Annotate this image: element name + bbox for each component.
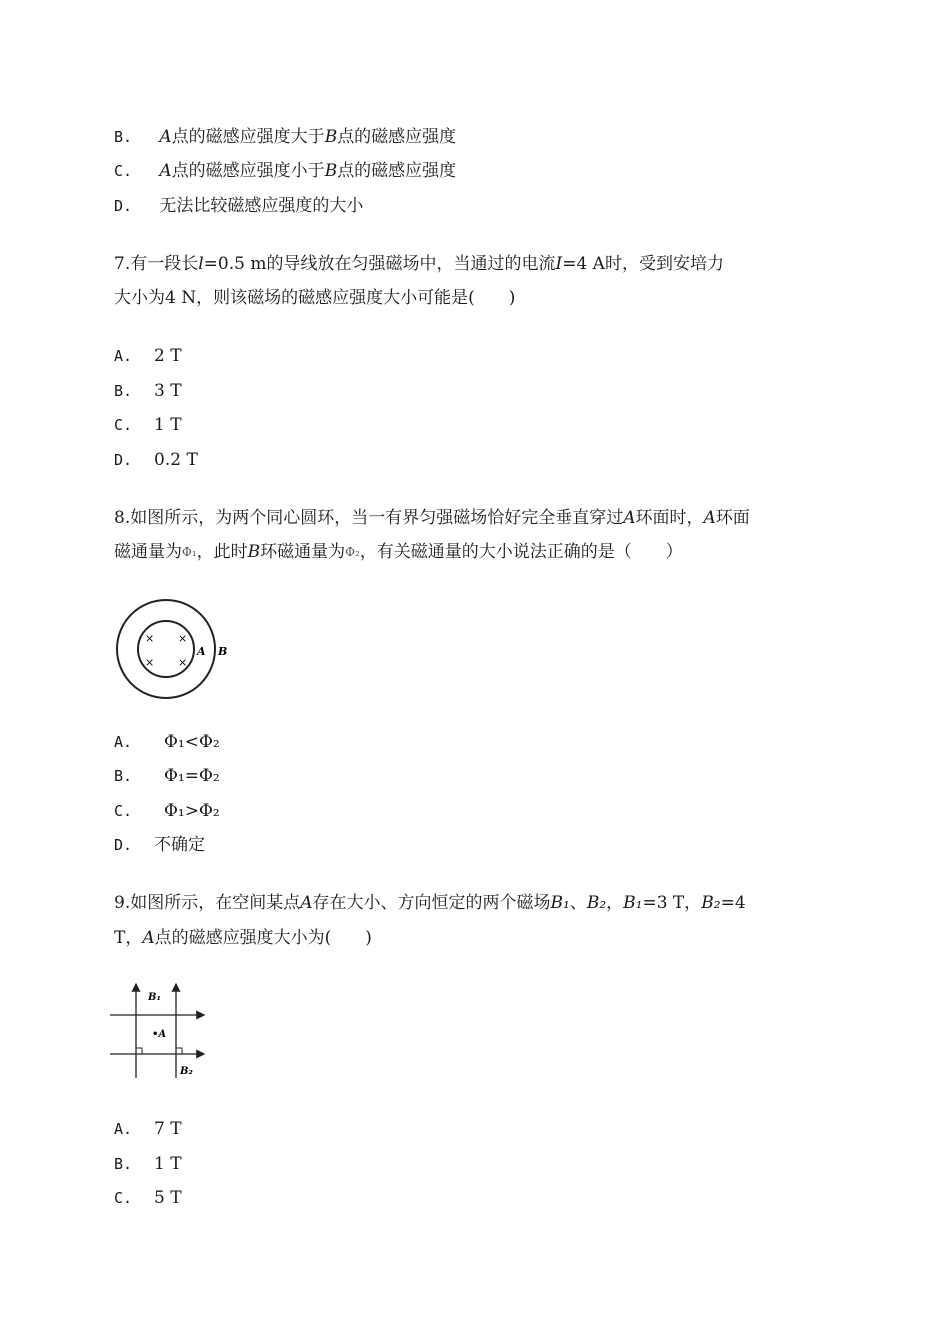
- b2-label: B₂: [180, 1066, 193, 1077]
- phi2-symbol: Φ₂: [345, 545, 360, 559]
- option-label: D.: [114, 836, 133, 854]
- field-mark: ×: [145, 632, 155, 645]
- option-label: D.: [114, 451, 133, 469]
- option-text: Φ₁<Φ₂: [164, 732, 220, 752]
- q9-stem-line2: [114, 926, 372, 950]
- stem-text: ，此时: [196, 542, 248, 562]
- option-text: 无法比较磁感应强度的大小: [159, 196, 364, 216]
- option-text: 点的磁感应强度大于: [171, 127, 325, 147]
- var-b: B: [324, 161, 338, 181]
- field-mark: ×: [178, 632, 188, 645]
- stem-text: 磁通量为: [114, 542, 182, 562]
- q8-option-b: [114, 764, 220, 788]
- var-b2: B₂: [586, 893, 607, 913]
- option-label: A.: [114, 1120, 133, 1138]
- var-b: B: [247, 542, 261, 562]
- q8-option-c: [114, 799, 220, 823]
- q8-option-d: [114, 833, 205, 857]
- var-a: A: [142, 928, 155, 948]
- option-text: 1 T: [154, 415, 182, 435]
- option-text: 7 T: [154, 1119, 182, 1139]
- q7-option-d: [114, 448, 198, 472]
- var-i: I: [555, 254, 563, 274]
- stem-text: 9.如图所示，在空间某点: [114, 893, 301, 913]
- stem-text: 环面: [715, 508, 750, 528]
- q9-stem-line1: [114, 891, 746, 915]
- var-a: A: [159, 127, 172, 147]
- option-text: 点的磁感应强度: [337, 161, 457, 181]
- option-text: 3 T: [154, 381, 182, 401]
- stem-text: ，有关磁通量的大小说法正确的是（ ）: [359, 542, 683, 562]
- var-a: A: [300, 893, 313, 913]
- right-angle-mark: [176, 1048, 182, 1054]
- b1-label: B₁: [148, 992, 161, 1003]
- field-mark: ×: [178, 656, 188, 669]
- stem-text: =0.5 m的导线放在匀强磁场中，当通过的电流: [203, 254, 556, 274]
- q7-stem-line2: 大小为4 N，则该磁场的磁感应强度大小可能是( ): [114, 288, 516, 308]
- option-label: C.: [114, 802, 133, 820]
- concentric-rings-figure: [112, 598, 242, 703]
- right-angle-mark: [136, 1048, 142, 1054]
- stem-text: =3 T，: [642, 893, 702, 913]
- var-a: A: [623, 508, 636, 528]
- q8-stem-line1: [114, 506, 750, 530]
- option-label: B.: [114, 128, 133, 146]
- var-a: A: [159, 161, 172, 181]
- var-b2: B₂: [701, 893, 721, 913]
- option-text: 5 T: [154, 1188, 182, 1208]
- option-label: C.: [114, 1189, 133, 1207]
- stem-text: 环面时，: [635, 508, 704, 528]
- q6-option-c: [114, 159, 456, 183]
- stem-text: 、: [569, 893, 587, 913]
- option-label: B.: [114, 382, 133, 400]
- option-text: 不确定: [154, 835, 205, 855]
- field-lines-figure: [108, 980, 208, 1080]
- q9-option-c: [114, 1186, 182, 1210]
- q6-option-d: [114, 194, 363, 218]
- option-text: 0.2 T: [154, 450, 198, 470]
- option-text: 点的磁感应强度: [337, 127, 457, 147]
- q8-stem-line2: [114, 540, 683, 564]
- phi1-symbol: Φ₁: [182, 545, 197, 559]
- option-text: 1 T: [154, 1154, 182, 1174]
- q7-stem-line1: [114, 252, 724, 276]
- q9-option-b: [114, 1152, 182, 1176]
- stem-text: =4: [720, 893, 746, 913]
- stem-text: ，: [606, 893, 624, 913]
- option-text: 2 T: [154, 346, 182, 366]
- option-label: A.: [114, 733, 133, 751]
- q9-option-a: [114, 1117, 182, 1141]
- stem-text: 环磁通量为: [260, 542, 346, 562]
- stem-text: T，: [114, 928, 143, 948]
- option-text: 点的磁感应强度小于: [171, 161, 325, 181]
- stem-text: 7.有一段长: [114, 254, 199, 274]
- var-b1: B₁: [550, 893, 570, 913]
- option-label: B.: [114, 767, 133, 785]
- option-text: Φ₁>Φ₂: [164, 801, 220, 821]
- ring-a-label: A: [197, 645, 206, 658]
- stem-text: 存在大小、方向恒定的两个磁场: [312, 893, 551, 913]
- point-a-label: •A: [152, 1029, 167, 1040]
- field-mark: ×: [145, 656, 155, 669]
- option-label: B.: [114, 1155, 133, 1173]
- ring-b-label: B: [218, 645, 228, 658]
- var-b1: B₁: [623, 893, 643, 913]
- option-label: C.: [114, 162, 133, 180]
- var-l: l: [198, 254, 204, 274]
- var-b: B: [324, 127, 338, 147]
- option-label: A.: [114, 347, 133, 365]
- q6-option-b: [114, 125, 456, 149]
- q7-option-c: [114, 413, 182, 437]
- stem-text: =4 A时，受到安培力: [562, 254, 724, 274]
- option-text: Φ₁=Φ₂: [164, 766, 220, 786]
- q8-option-a: [114, 730, 220, 754]
- stem-text: 点的磁感应强度大小为( ): [154, 928, 372, 948]
- q7-option-b: [114, 379, 182, 403]
- stem-text: 8.如图所示，为两个同心圆环，当一有界匀强磁场恰好完全垂直穿过: [114, 508, 624, 528]
- option-label: C.: [114, 416, 133, 434]
- q7-option-a: [114, 344, 182, 368]
- option-label: D.: [114, 197, 133, 215]
- var-a: A: [703, 508, 716, 528]
